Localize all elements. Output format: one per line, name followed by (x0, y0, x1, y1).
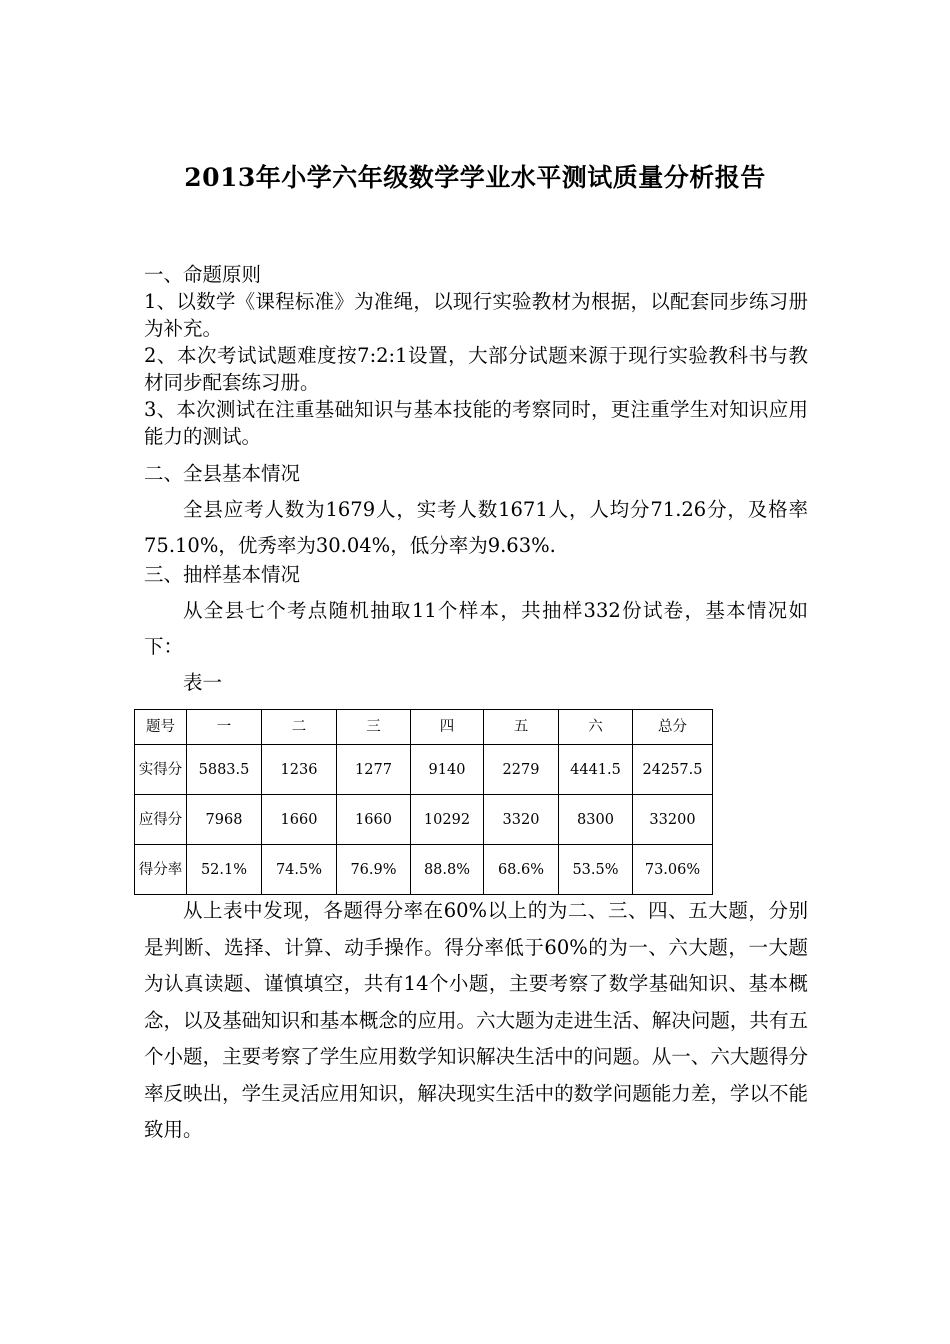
table-cell: 76.9% (337, 845, 411, 895)
sampling-paragraph: 从全县七个考点随机抽取11个样本，共抽样332份试卷，基本情况如下： (144, 599, 808, 658)
table-row (135, 845, 713, 895)
section-heading: 二、全县基本情况 (144, 462, 301, 485)
table-header-cell: 五 (484, 710, 559, 745)
row-label-cell: 实得分 (135, 745, 187, 795)
table-label: 表一 (183, 671, 223, 694)
principle-item: 1、以数学《课程标准》为准绳，以现行实验教材为根据，以配套同步练习册为补充。 (144, 290, 808, 340)
section-heading: 三、抽样基本情况 (144, 563, 301, 586)
table-cell: 73.06% (633, 845, 713, 895)
section-proposition-principles (144, 261, 808, 450)
row-label-cell: 得分率 (135, 845, 187, 895)
table-cell: 9140 (411, 745, 484, 795)
table-header-cell: 六 (559, 710, 633, 745)
principle-item: 2、本次考试试题难度按7:2:1设置，大部分试题来源于现行实验教科书与教材同步配套练习册。 (144, 344, 808, 394)
table-row (135, 745, 713, 795)
table-cell: 2279 (484, 745, 559, 795)
analysis-paragraph: 从上表中发现，各题得分率在60%以上的为二、三、四、五大题，分别是判断、选择、计算、动手操作。得分率低于60%的为一、六大题，一大题为认真读题、谨慎填空，共有14个小题，主要考察了数学基础知识、基本概念，以及基础知识和基本概念的应用。六大题为走进生活、解决问题，共有五个小题，主要考察了学生应用数学知识解决生活中的问题。从一、六大题得分率反映出，学生灵活应用知识，解决现实生活中的数学问题能力差，学以不能致用。 (144, 899, 808, 1141)
section-county-overview (144, 456, 808, 564)
table-cell: 33200 (633, 795, 713, 845)
principle-item: 3、本次测试在注重基础知识与基本技能的考察同时，更注重学生对知识应用能力的测试。 (144, 398, 808, 448)
table-cell: 1660 (337, 795, 411, 845)
section-sampling-overview (144, 557, 808, 701)
table-header-cell: 二 (262, 710, 337, 745)
row-label-cell: 应得分 (135, 795, 187, 845)
table-header-cell: 总分 (633, 710, 713, 745)
table-cell: 4441.5 (559, 745, 633, 795)
table-cell: 1277 (337, 745, 411, 795)
table-cell: 8300 (559, 795, 633, 845)
table-cell: 1236 (262, 745, 337, 795)
table-cell: 7968 (187, 795, 262, 845)
table-header-row (135, 710, 713, 745)
section-heading: 一、命题原则 (144, 263, 262, 286)
table-cell: 74.5% (262, 845, 337, 895)
table-cell: 68.6% (484, 845, 559, 895)
analysis-section (144, 893, 808, 1149)
table-cell: 5883.5 (187, 745, 262, 795)
table-cell: 10292 (411, 795, 484, 845)
table-row (135, 795, 713, 845)
table-cell: 24257.5 (633, 745, 713, 795)
table-header-cell: 三 (337, 710, 411, 745)
table-header-cell: 四 (411, 710, 484, 745)
table-cell: 52.1% (187, 845, 262, 895)
county-overview-paragraph: 全县应考人数为1679人，实考人数1671人，人均分71.26分，及格率75.10%，优秀率为30.04%，低分率为9.63%. (144, 498, 808, 557)
table-header-cell: 一 (187, 710, 262, 745)
score-table (134, 709, 713, 895)
table-cell: 88.8% (411, 845, 484, 895)
table-cell: 1660 (262, 795, 337, 845)
table-cell: 3320 (484, 795, 559, 845)
table-cell: 53.5% (559, 845, 633, 895)
table-header-cell: 题号 (135, 710, 187, 745)
document-title: 2013年小学六年级数学学业水平测试质量分析报告 (184, 163, 766, 192)
